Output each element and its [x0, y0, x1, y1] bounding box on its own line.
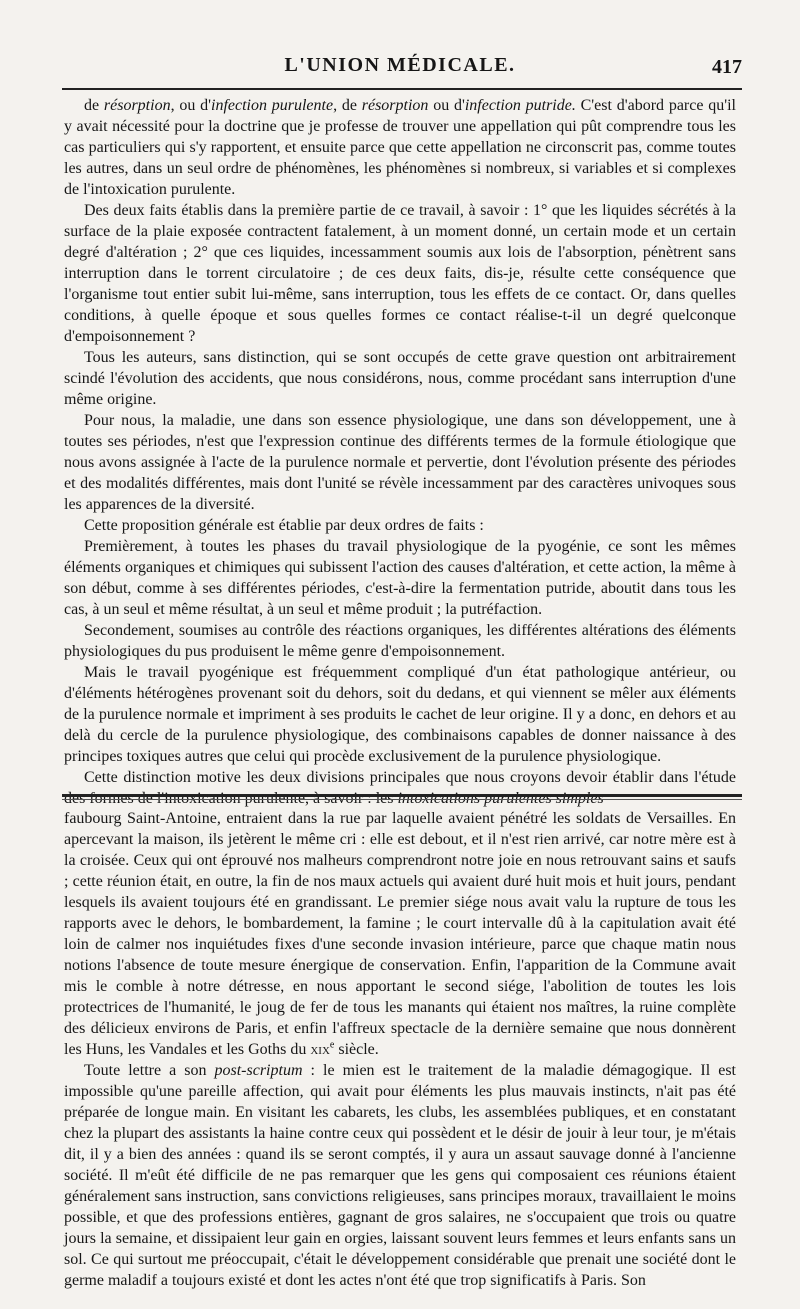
- text-run: de: [84, 97, 104, 114]
- text-run: ou d': [428, 97, 465, 114]
- text-run: Des deux faits établis dans la première partie de ce travail, à savoir : 1° que les liquides sécrétés à la surface de la plaie exposée contractent fatalement, à un moment donné, un certain mode et un certain degré d'altération ; 2° que ces liquides, incessamment soumis aux lois de l'absorption, pénètrent sans interruption dans le torrent circulatoire ; de ces deux faits, dis-je, résulte cette conséquence que l'organisme tout entier subit lui-même, sans interruption, tous les effets de ce contact. Or, dans quelles conditions, à quelle époque et sous quelles formes ce contact réalise-t-il un degré quelconque d'empoisonnement ?: [64, 202, 736, 345]
- text-run: , ou d': [170, 97, 211, 114]
- text-run: C'est d'abord parce qu'il y avait nécessité pour la doctrine que je professe de trouver une appellation qui pût comprendre tous les cas particuliers qui s'y rapportent, et ensuite parce que cette appellation ne circonscrit pas, comme toutes les autres, dans un seul ordre de phénomènes, les phénomènes si nombreux, si variables et si complexes de l'intoxication purulente.: [64, 97, 736, 198]
- paragraph: [64, 662, 736, 767]
- text-run: Tous les auteurs, sans distinction, qui se sont occupés de cette grave question ont arbitrairement scindé l'évolution des accidents, que nous considérons, nous, comme procédant sans interruption d'une même origine.: [64, 349, 736, 408]
- text-run: Premièrement, à toutes les phases du travail physiologique de la pyogénie, ce sont les mêmes éléments organiques et chimiques qui subissent l'action des causes d'altération, et cette action, la même à son début, comme à ses différentes périodes, c'est-à-dire la fermentation putride, aboutit dans tous les cas, à un seul et même résultat, à un seul et même produit ; la putréfaction.: [64, 538, 736, 618]
- text-run: Cette proposition générale est établie par deux ordres de faits :: [84, 517, 484, 534]
- header-rule: [62, 88, 742, 90]
- running-title: L'UNION MÉDICALE.: [284, 54, 516, 76]
- italic-run: résorption: [361, 97, 429, 114]
- italic-run: intoxications purulentes simples: [397, 790, 604, 807]
- paragraph: [64, 200, 736, 347]
- article-body: [64, 95, 736, 809]
- page-header: [60, 48, 740, 84]
- text-run: faubourg Saint-Antoine, entraient dans la rue par laquelle avaient pénétré les soldats de Versailles. En apercevant la maison, ils jetèrent le même cri : elle est debout, et il n'est rien arrivé, car notre mère est à la croisée. Ceux qui ont éprouvé nos malheurs comprendront notre joie en nous retrouvant sains et saufs ; cette réunion était, en outre, la fin de nos maux actuels qui avaient duré huit mois et huit jours, pendant lesquels ils avaient toujours été en grandissant. Le premier siége nous avait valu la rupture de tous les rapports avec le dehors, le bombardement, la famine ; le court intervalle dû à la capitulation avait été loin de calmer nos inquiétudes fixes d'une seconde invasion intérieure, parce que chaque matin nous notions l'absence de toute mesure énergique de conservation. Enfin, l'apparition de la Commune avait mis le comble à notre détresse, en nous apportant le second siége, l'abolition de toutes les lois protectrices de l'humanité, le joug de fer de tous les manants qui étaient nos maîtres, la ruine complète des délicieux environs de Paris, et enfin l'affreux spectacle de la dernière semaine que nous donnèrent les Huns, les Vandales et les Goths du: [64, 810, 736, 1058]
- text-run: Mais le travail pyogénique est fréquemment compliqué d'un état pathologique antérieur, ou d'éléments hétérogènes provenant soit du dehors, soit du dedans, et qui viennent se mêler aux éléments de la purulence normale et impriment à ses produits le cachet de leur origine. Il y a donc, en dehors et au delà du cercle de la purulence physiologique, des combinaisons capables de donner naissance à des principes toxiques autres que celui qui procède exclusivement de la purulence physiologique.: [64, 664, 736, 765]
- text-run: xix: [310, 1041, 330, 1058]
- text-run: , de: [333, 97, 362, 114]
- text-run: : le mien est le traitement de la maladie démagogique. Il est impossible qu'une pareille affection, qui avait pour éléments les plus mauvais instincts, n'ait pas été préparée de longue main. En visitant les cabarets, les clubs, les assemblées publiques, et en constatant chez la plupart des assistants la haine contre ceux qui possèdent et le désir de jouir à leur tour, je m'étais dit, il y a bien des années : quand ils se seront comptés, il y aura un assaut sauvage donné à l'ancienne société. Il m'eût été difficile de ne pas remarquer que les gens qui composaient ces réunions étaient généralement sans instruction, sans convictions religieuses, sans principes moraux, travaillaient le moins possible, et que des professions entières, gagnant de gros salaires, ne s'occupaient que trois ou quatre jours la semaine, et dissipaient leur gain en orgies, laissant souvent leurs femmes et leurs enfants sans un sol. Ce qui surtout me préoccupait, c'était le développement considérable que prenait une société dont le germe maladif a toujours existé et dont les actes n'ont été que trop significatifs à Paris. Son: [64, 1062, 736, 1289]
- paragraph: [64, 410, 736, 515]
- text-run: Secondement, soumises au contrôle des réactions organiques, les différentes altérations des éléments physiologiques du pus produisent le même genre d'empoisonnement.: [64, 622, 736, 660]
- text-run: e: [329, 1039, 335, 1051]
- paragraph: [64, 515, 736, 536]
- italic-run: infection purulente: [211, 97, 334, 114]
- italic-run: infection putride.: [464, 97, 576, 114]
- paragraph: [64, 808, 736, 1060]
- paragraph: [64, 347, 736, 410]
- feuilleton-separator: [62, 794, 742, 797]
- page-number: 417: [712, 56, 742, 78]
- text-run: Toute lettre a son: [84, 1062, 215, 1079]
- text-run: siècle.: [334, 1041, 379, 1058]
- paragraph: [64, 95, 736, 200]
- paragraph: [64, 767, 736, 809]
- text-run: Pour nous, la maladie, une dans son essence physiologique, une dans son développement, une à toutes ses périodes, n'est que l'expression continue des différents termes de la formule étiologique que nous avons assignée à l'acte de la purulence normale et pervertie, dont l'évolution présente des périodes et des modalités différentes, mais dont l'unité se révèle incessamment par des caractères univoques sous les apparences de la diversité.: [64, 412, 736, 513]
- feuilleton-body: [64, 808, 736, 1291]
- italic-run: post-scriptum: [214, 1062, 303, 1079]
- paragraph: [64, 620, 736, 662]
- paragraph: [64, 1060, 736, 1291]
- italic-run: résorption: [103, 97, 171, 114]
- text-run: Cette distinction motive les deux divisions principales que nous croyons devoir établir dans l'étude des formes de l'intoxication purulente, à savoir : les: [64, 769, 736, 807]
- paragraph: [64, 536, 736, 620]
